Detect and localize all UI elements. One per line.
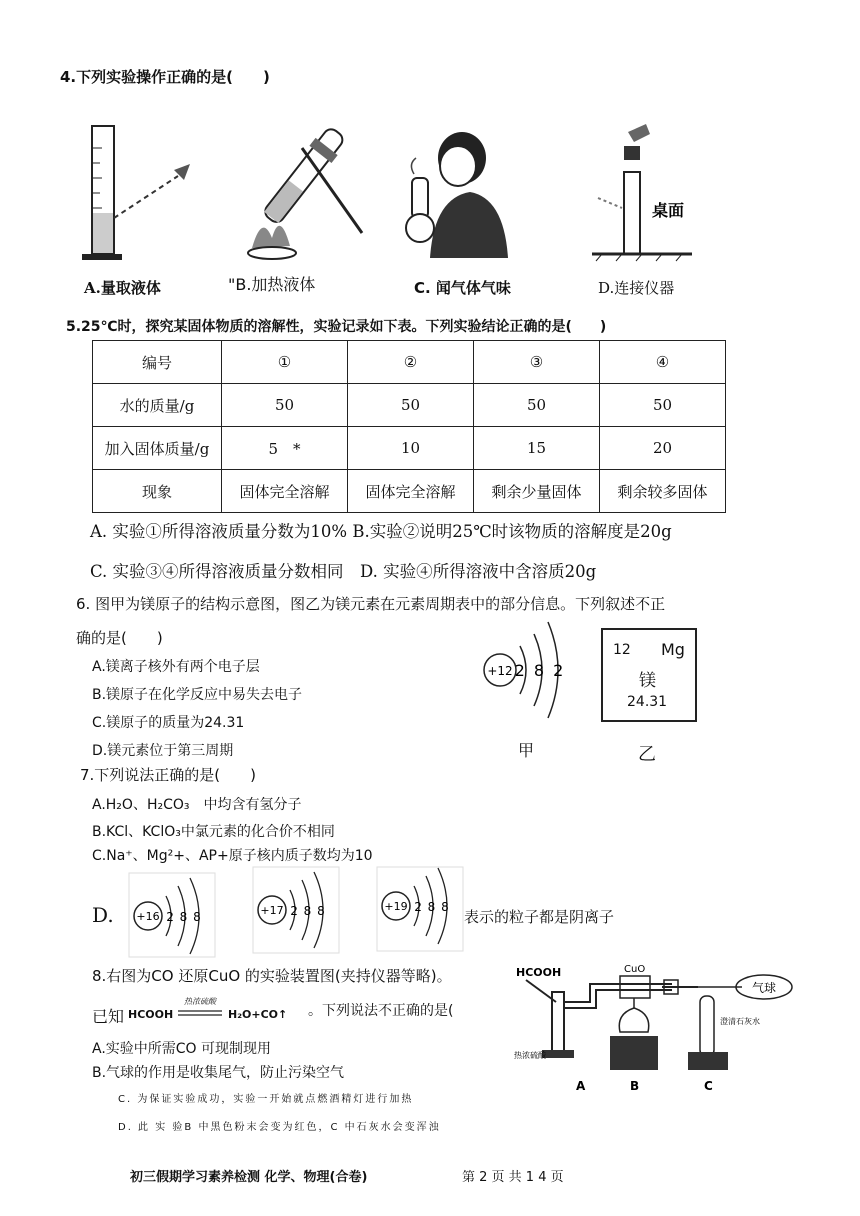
table-cell: 固体完全溶解 — [222, 470, 348, 513]
table-cell: 15 — [474, 427, 600, 470]
table-cell: 固体完全溶解 — [348, 470, 474, 513]
heating-liquid-figure — [232, 118, 372, 263]
q6-option-d: D.镁元素位于第三周期 — [92, 743, 234, 759]
table-row — [93, 384, 726, 427]
table-header-cell: 编号 — [93, 341, 222, 384]
co-reduction-apparatus — [512, 962, 794, 1102]
reaction-condition: 热浓硫酸 — [184, 997, 216, 1006]
cuo-label: CuO — [624, 964, 646, 975]
acid-label: 热浓硫酸 — [514, 1051, 546, 1060]
q6-stem-line2: 确的是( ) — [76, 629, 163, 647]
reaction-arrow-icon — [176, 1008, 226, 1018]
q7-option-a: A.H₂O、H₂CO₃ 中均含有氢分子 — [92, 797, 302, 813]
q8-option-d: D. 此 实 验B 中黑色粉末会变为红色，C 中石灰水会变浑浊 — [118, 1122, 441, 1133]
element-symbol: Mg — [661, 640, 685, 659]
table-cell: 50 — [600, 384, 726, 427]
q8-stem-suffix: 。下列说法不正确的是( — [308, 1003, 454, 1019]
figure-label-yi: 乙 — [638, 744, 656, 765]
label-a: A — [576, 1079, 586, 1093]
q6-option-b: B.镁原子在化学反应中易失去电子 — [92, 687, 303, 703]
q7-stem: 7.下列说法正确的是( ) — [80, 766, 257, 784]
nucleus-charge: +12 — [487, 664, 513, 678]
table-cell: 水的质量/g — [93, 384, 222, 427]
q8-option-a: A.实验中所需CO 可现制现用 — [92, 1041, 272, 1057]
magnesium-atom-diagram — [476, 612, 586, 734]
footer-title: 初三假期学习素养检测 化学、物理(合卷) — [130, 1170, 368, 1185]
connecting-apparatus-figure — [592, 112, 702, 262]
ion-nucleus: +16 — [136, 910, 160, 923]
ion-nucleus: +19 — [384, 900, 408, 913]
q5-options-line1: A. 实验①所得溶液质量分数为10% B.实验②说明25℃时该物质的溶解度是20g — [90, 522, 672, 541]
q7-option-d-text: 表示的粒子都是阴离子 — [464, 908, 615, 926]
table-header-cell: ② — [348, 341, 474, 384]
table-row — [93, 427, 726, 470]
q7-option-d-letter: D. — [92, 903, 114, 927]
table-cell: 加入固体质量/g — [93, 427, 222, 470]
reaction-reactant: HCOOH — [128, 1008, 174, 1021]
table-cell: 剩余少量固体 — [474, 470, 600, 513]
table-cell: 50 — [474, 384, 600, 427]
ion-diagram-k — [376, 866, 464, 952]
balloon-label: 气球 — [751, 981, 777, 995]
ion-diagram-s — [128, 872, 216, 958]
ion-shells: 2 8 8 — [290, 904, 326, 918]
atomic-number: 12 — [613, 642, 631, 658]
smelling-gas-figure — [400, 118, 530, 263]
q8-option-c: C. 为保证实验成功，实验一开始就点燃酒精灯进行加热 — [118, 1094, 414, 1105]
periodic-element-cell — [601, 628, 697, 722]
ion-diagram-cl — [252, 866, 340, 954]
q5-options-line2: C. 实验③④所得溶液质量分数相同 D. 实验④所得溶液中含溶质20g — [90, 562, 597, 581]
table-cell: 50 — [348, 384, 474, 427]
element-name: 镁 — [639, 671, 656, 691]
table-row — [93, 470, 726, 513]
table-header-cell: ③ — [474, 341, 600, 384]
q4-option-d: D.连接仪器 — [598, 279, 675, 297]
ion-shells: 2 8 8 — [166, 910, 202, 924]
label-b: B — [630, 1079, 640, 1093]
table-cell: 剩余较多固体 — [600, 470, 726, 513]
table-cell: 50 — [222, 384, 348, 427]
hcooh-label: HCOOH — [516, 966, 562, 979]
table-cell: 20 — [600, 427, 726, 470]
q5-stem: 5.25℃时，探究某固体物质的溶解性，实验记录如下表。下列实验结论正确的是( ) — [66, 319, 607, 335]
q4-option-b: "B.加热液体 — [228, 275, 316, 294]
ion-shells: 2 8 8 — [414, 900, 450, 914]
q8-stem-prefix: 已知 — [92, 1007, 125, 1026]
reaction-products: H₂O+CO↑ — [228, 1008, 288, 1021]
q4-stem: 4.下列实验操作正确的是( ) — [60, 68, 270, 86]
table-header-cell: ① — [222, 341, 348, 384]
q6-stem-line1: 6. 图甲为镁原子的结构示意图，图乙为镁元素在元素周期表中的部分信息。下列叙述不正 — [76, 595, 666, 613]
desk-label: 桌面 — [652, 201, 685, 220]
atomic-mass: 24.31 — [627, 694, 668, 710]
limewater-label: 澄清石灰水 — [720, 1017, 760, 1026]
electron-shells: 2 8 2 — [514, 661, 566, 680]
q7-option-b: B.KCl、KClO₃中氯元素的化合价不相同 — [92, 824, 335, 840]
solubility-table — [92, 340, 726, 513]
q8-stem-line1: 8.右图为CO 还原CuO 的实验装置图(夹持仪器等略)。 — [92, 967, 452, 985]
figure-label-jia: 甲 — [518, 741, 535, 760]
q8-option-b: B.气球的作用是收集尾气，防止污染空气 — [92, 1065, 345, 1081]
q7-option-c: C.Na⁺、Mg²+、AP+原子核内质子数均为10 — [92, 848, 373, 864]
table-cell: 现象 — [93, 470, 222, 513]
graduated-cylinder-figure — [78, 118, 218, 263]
q4-option-c: C. 闻气体气味 — [414, 279, 511, 297]
table-header-cell: ④ — [600, 341, 726, 384]
table-cell: 5 * — [222, 427, 348, 470]
q4-option-a: A.量取液体 — [84, 279, 161, 297]
q6-option-c: C.镁原子的质量为24.31 — [92, 715, 245, 731]
table-cell: 10 — [348, 427, 474, 470]
footer-page-number: 第 2 页 共 1 4 页 — [462, 1170, 564, 1185]
q6-option-a: A.镁离子核外有两个电子层 — [92, 659, 260, 675]
ion-nucleus: +17 — [260, 904, 284, 917]
table-header-row — [93, 341, 726, 384]
label-c: C — [704, 1079, 713, 1093]
